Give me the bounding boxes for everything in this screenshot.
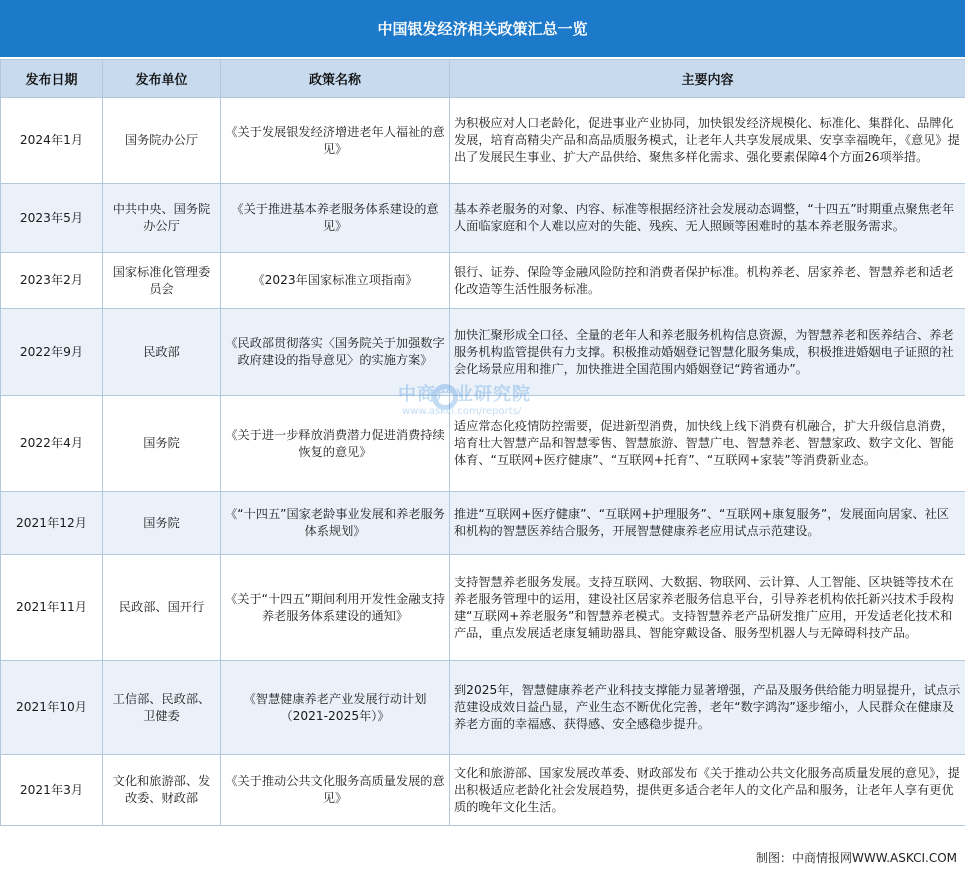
cell-date: 2021年12月 (1, 492, 103, 555)
table-row (1, 755, 965, 826)
cell-unit: 国务院办公厅 (103, 98, 221, 184)
cell-name: 《“十四五”国家老龄事业发展和养老服务体系规划》 (221, 492, 450, 555)
cell-name: 《关于进一步释放消费潜力促进消费持续恢复的意见》 (221, 396, 450, 492)
cell-unit: 工信部、民政部、卫健委 (103, 661, 221, 755)
watermark-brand: 中商产业研究院 (398, 384, 531, 405)
cell-content: 加快汇聚形成全口径、全量的老年人和养老服务机构信息资源，为智慧养老和医养结合、养老服务机构监管提供有力支撑。积极推动婚姻登记智慧化服务集成，积极推进婚姻电子证照的社会化场景应用和推广，加快推进全国范围内婚姻登记“跨省通办”。 (450, 309, 965, 396)
cell-name: 《关于发展银发经济增进老年人福祉的意见》 (221, 98, 450, 184)
cell-content: 适应常态化疫情防控需要，促进新型消费，加快线上线下消费有机融合，扩大升级信息消费，培育壮大智慧产品和智慧零售、智慧旅游、智慧广电、智慧养老、智慧家政、数字文化、智能体育、“互联网+医疗健康”、“互联网+托育”、“互联网+家装”等消费新业态。 (450, 396, 965, 492)
header-content: 主要内容 (450, 60, 965, 98)
table-row (1, 396, 965, 492)
header-date: 发布日期 (1, 60, 103, 98)
cell-unit: 民政部 (103, 309, 221, 396)
policy-table (0, 59, 965, 826)
table-row (1, 555, 965, 661)
cell-content: 为积极应对人口老龄化，促进事业产业协同，加快银发经济规模化、标准化、集群化、品牌化发展，培育高精尖产品和高品质服务模式，让老年人共享发展成果、安享幸福晚年，《意见》提出了发展民生事业、扩大产品供给、聚焦多样化需求、强化要素保障4个方面26项举措。 (450, 98, 965, 184)
cell-date: 2022年4月 (1, 396, 103, 492)
cell-content: 基本养老服务的对象、内容、标准等根据经济社会发展动态调整，“十四五”时期重点聚焦老年人面临家庭和个人难以应对的失能、残疾、无人照顾等困难时的基本养老服务需求。 (450, 184, 965, 253)
cell-unit: 国务院 (103, 492, 221, 555)
watermark-url: www.askci.com/reports/ (402, 406, 522, 417)
cell-date: 2023年5月 (1, 184, 103, 253)
footer (0, 841, 965, 872)
cell-name: 《关于推动公共文化服务高质量发展的意见》 (221, 755, 450, 826)
cell-date: 2021年11月 (1, 555, 103, 661)
cell-name: 《智慧健康养老产业发展行动计划（2021-2025年）》 (221, 661, 450, 755)
cell-unit: 文化和旅游部、发改委、财政部 (103, 755, 221, 826)
footer-credit: 制图：中商情报网WWW.ASKCI.COM (756, 851, 957, 865)
cell-name: 《2023年国家标准立项指南》 (221, 253, 450, 309)
table-row (1, 98, 965, 184)
table-row (1, 661, 965, 755)
cell-date: 2024年1月 (1, 98, 103, 184)
table-title (0, 0, 965, 57)
cell-date: 2021年3月 (1, 755, 103, 826)
table-row (1, 253, 965, 309)
cell-name: 《民政部贯彻落实〈国务院关于加强数字政府建设的指导意见〉的实施方案》 (221, 309, 450, 396)
table-row (1, 309, 965, 396)
cell-content: 到2025年，智慧健康养老产业科技支撑能力显著增强，产品及服务供给能力明显提升，试点示范建设成效日益凸显，产业生态不断优化完善，老年“数字鸿沟”逐步缩小，人民群众在健康及养老方面的幸福感、获得感、安全感稳步提升。 (450, 661, 965, 755)
cell-unit: 民政部、国开行 (103, 555, 221, 661)
table-title-text: 中国银发经济相关政策汇总一览 (377, 20, 588, 38)
cell-name: 《关于“十四五”期间利用开发性金融支持养老服务体系建设的通知》 (221, 555, 450, 661)
header-name: 政策名称 (221, 60, 450, 98)
cell-date: 2021年10月 (1, 661, 103, 755)
cell-unit: 中共中央、国务院办公厅 (103, 184, 221, 253)
header-unit: 发布单位 (103, 60, 221, 98)
table-row (1, 184, 965, 253)
table-row (1, 492, 965, 555)
cell-content: 文化和旅游部、国家发展改革委、财政部发布《关于推动公共文化服务高质量发展的意见》，提出积极适应老龄化社会发展趋势，提供更多适合老年人的文化产品和服务，让老年人享有更优质的晚年文化生活。 (450, 755, 965, 826)
cell-content: 银行、证券、保险等金融风险防控和消费者保护标准。机构养老、居家养老、智慧养老和适老化改造等生活性服务标准。 (450, 253, 965, 309)
cell-unit: 国务院 (103, 396, 221, 492)
cell-date: 2023年2月 (1, 253, 103, 309)
cell-content: 支持智慧养老服务发展。支持互联网、大数据、物联网、云计算、人工智能、区块链等技术在养老服务管理中的运用，建设社区居家养老服务信息平台，引导养老机构依托新兴技术手段构建“互联网+养老服务”和智慧养老模式。支持智慧养老产品研发推广应用，开发适老化技术和产品，重点发展适老康复辅助器具、智能穿戴设备、服务型机器人与无障碍科技产品。 (450, 555, 965, 661)
header-row (1, 60, 965, 98)
cell-date: 2022年9月 (1, 309, 103, 396)
cell-unit: 国家标准化管理委员会 (103, 253, 221, 309)
cell-content: 推进“互联网+医疗健康”、“互联网+护理服务”、“互联网+康复服务”，发展面向居家、社区和机构的智慧医养结合服务，开展智慧健康养老应用试点示范建设。 (450, 492, 965, 555)
cell-name: 《关于推进基本养老服务体系建设的意见》 (221, 184, 450, 253)
